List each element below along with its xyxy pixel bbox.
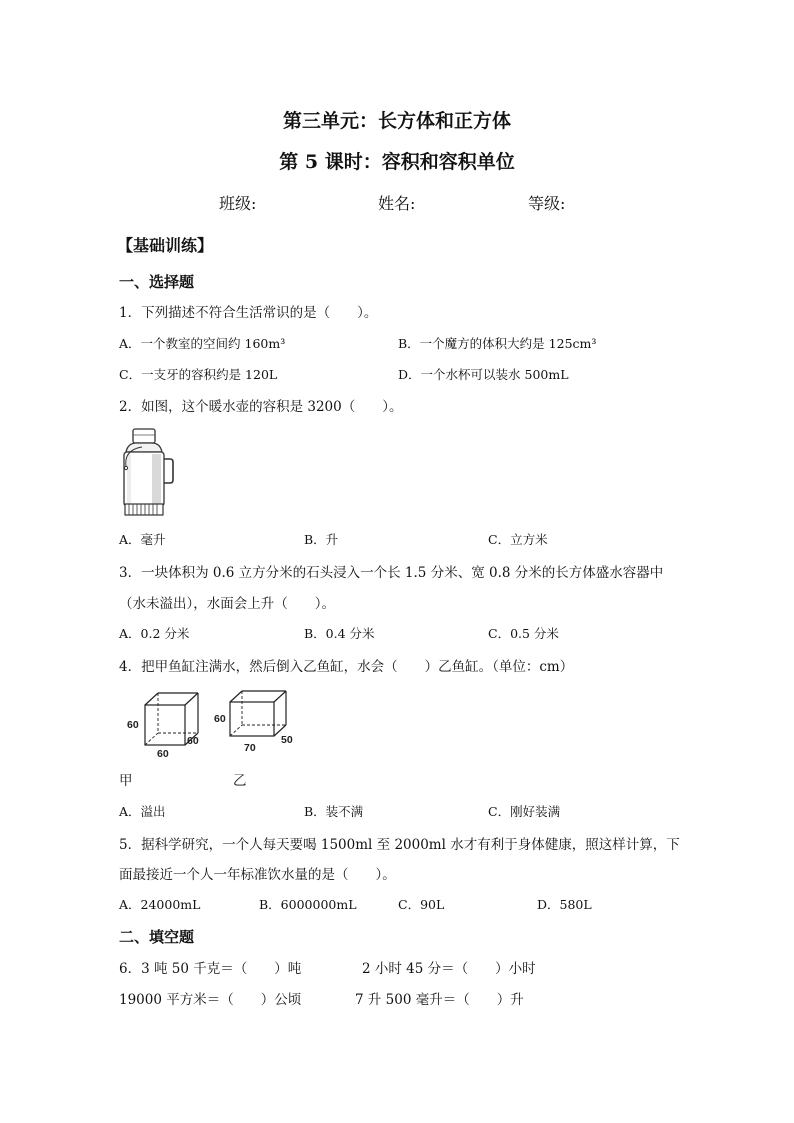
grade-label: 等级:	[528, 194, 566, 213]
q4-option-c: C．刚好装满	[488, 804, 561, 819]
q6-part4: 7 升 500 毫升＝（ ）升	[355, 992, 524, 1008]
lesson-title: 第 5 课时：容积和容积单位	[279, 151, 515, 173]
q5-option-a: A．24000mL	[119, 897, 201, 912]
q2-option-c: C．立方米	[488, 532, 548, 547]
q6-part3: 19000 平方米＝（ ）公顷	[119, 992, 302, 1008]
q4-option-a: A．溢出	[119, 804, 166, 819]
page-title: 第三单元：长方体和正方体	[282, 110, 511, 132]
q5-option-d: D．580L	[537, 897, 592, 912]
q3-option-c: C．0.5 分米	[488, 626, 559, 641]
tank-a-depth: 60	[187, 735, 199, 747]
q2-stem: 2．如图，这个暖水壶的容积是 3200（ ）。	[119, 399, 403, 415]
q1-option-d: D．一个水杯可以装水 500mL	[398, 367, 569, 382]
q2-option-b: B．升	[304, 532, 339, 547]
name-label: 姓名:	[378, 194, 416, 213]
section-choice: 一、选择题	[119, 273, 195, 291]
tank-b-cube	[230, 691, 286, 736]
section-basic-training: 【基础训练】	[117, 236, 214, 255]
q6-part1: 6．3 吨 50 千克＝（ ）吨	[119, 961, 302, 977]
section-fill-blank: 二、填空题	[119, 928, 195, 946]
q4-stem: 4．把甲鱼缸注满水，然后倒入乙鱼缸，水会（ ）乙鱼缸。（单位：cm）	[119, 659, 574, 675]
tank-a-label: 甲	[119, 773, 133, 789]
q1-option-b: B．一个魔方的体积大约是 125cm³	[398, 336, 597, 351]
class-label: 班级:	[219, 194, 257, 213]
q5-option-c: C．90L	[398, 897, 445, 912]
q6-part2: 2 小时 45 分＝（ ）小时	[362, 961, 536, 977]
q1-option-a: A．一个教室的空间约 160m³	[119, 336, 286, 351]
thermos-image	[116, 426, 178, 518]
q3-option-a: A．0.2 分米	[119, 626, 190, 641]
tank-b-depth: 50	[281, 734, 293, 746]
q3-option-b: B．0.4 分米	[304, 626, 375, 641]
tank-b-height: 60	[214, 713, 226, 725]
q5-stem-line2: 面最接近一个人一年标准饮水量的是（ ）。	[119, 867, 396, 883]
tank-b-width: 70	[244, 742, 256, 754]
q3-stem-line1: 3．一块体积为 0.6 立方分米的石头浸入一个长 1.5 分米、宽 0.8 分米的长方体盛水容器中	[119, 565, 664, 581]
fish-tanks-figure	[122, 688, 302, 760]
q5-stem-line1: 5．据科学研究，一个人每天要喝 1500ml 至 2000ml 水才有利于身体健康，照这样计算，下	[119, 837, 680, 853]
q1-option-c: C．一支牙的容积约是 120L	[119, 367, 278, 382]
q4-option-b: B．装不满	[304, 804, 364, 819]
q3-stem-line2: （水未溢出），水面会上升（ ）。	[119, 596, 335, 612]
tank-b-label: 乙	[233, 773, 247, 789]
q1-stem: 1．下列描述不符合生活常识的是（ ）。	[119, 305, 378, 321]
q5-option-b: B．6000000mL	[259, 897, 357, 912]
tank-a-height: 60	[127, 719, 139, 731]
tank-a-width: 60	[157, 748, 169, 760]
q2-option-a: A．毫升	[119, 532, 166, 547]
